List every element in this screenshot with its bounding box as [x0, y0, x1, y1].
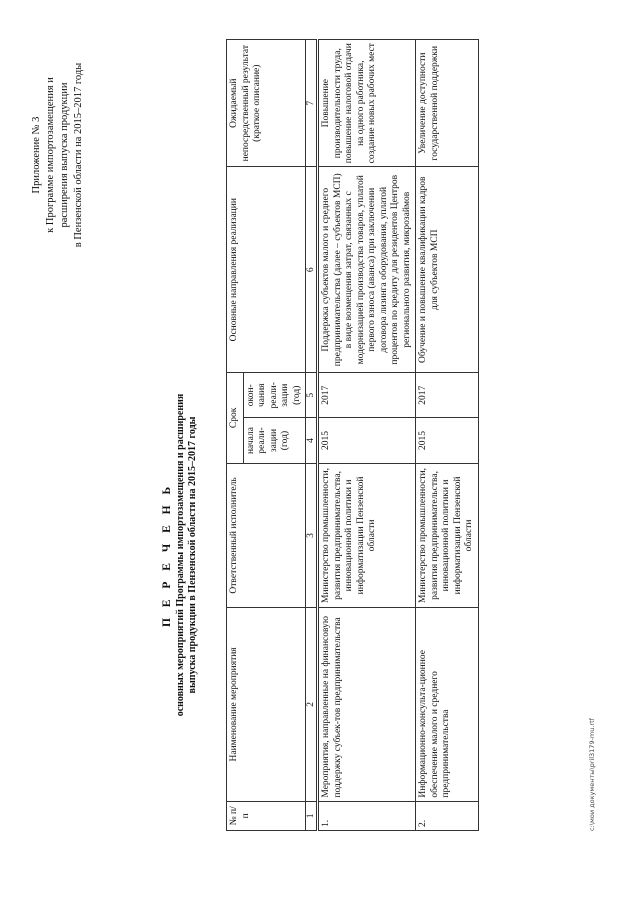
column-number: 5 — [306, 373, 318, 418]
header-row — [227, 40, 244, 831]
table-row — [416, 40, 479, 831]
title-main: П Е Р Е Ч Е Н Ь — [161, 482, 173, 628]
cell-directions: Обучение и повышение квалификации кадров для субъектов МСП — [416, 167, 479, 373]
column-number: 2 — [306, 608, 318, 801]
title-sub-2: выпуска продукции в Пензенской области на 2015–2017 годы — [187, 416, 198, 694]
cell-start: 2015 — [318, 418, 416, 463]
column-number: 4 — [306, 418, 318, 463]
appendix-line: расширения выпуска продукции — [59, 82, 70, 228]
cell-name: Мероприятия, направленные на финансовую поддержку субъек-тов предпринимательства — [318, 608, 416, 801]
cell-start: 2015 — [416, 418, 479, 463]
header-term-end: окон-чания реали-зации (год) — [243, 373, 306, 418]
document-title — [160, 275, 199, 835]
cell-result: Повышение производительности труда, повышение налоговой отдачи на одного работника, создание новых рабочих мест — [318, 40, 416, 167]
header-executor: Ответственный исполнитель — [227, 463, 306, 607]
cell-end: 2017 — [318, 373, 416, 418]
measures-table — [226, 39, 479, 831]
cell-num: 2. — [416, 801, 479, 830]
cell-executor: Министерство промышленности, развития предпринимательства, инновационной политики и информатизации Пензенской области — [318, 463, 416, 607]
cell-num: 1. — [318, 801, 416, 830]
title-sub-1: основных мероприятий Программы импортозамещения и расширения — [175, 393, 186, 717]
header-num: № п/п — [227, 801, 306, 830]
file-path-footer: c:\мои документы\pril3179-mu.rtf — [588, 718, 596, 831]
column-number: 6 — [306, 167, 318, 373]
cell-executor: Министерство промышленности, развития предпринимательства, инновационной политики и информатизации Пензенской области — [416, 463, 479, 607]
header-name: Наименование мероприятия — [227, 608, 306, 801]
table-row — [318, 40, 416, 831]
cell-directions: Поддержка субъектов малого и среднего предпринимательства (далее – субъектов МСП) в виде возмещения затрат, связанных с модернизацией производства товаров, уплатой первого взноса (аванса) при заключении договора лизинга оборудования, уплатой процентов по кредиту для резидентов Центров регионального развития, микрозаймов — [318, 167, 416, 373]
cell-result: Увеличение доступности государственной поддержки — [416, 40, 479, 167]
cell-end: 2017 — [416, 373, 479, 418]
appendix-line: в Пензенской области на 2015–2017 годы — [73, 62, 84, 248]
cell-name: Информационно-консульта-ционное обеспечение малого и среднего предпринимательства — [416, 608, 479, 801]
appendix-line: к Программе импортозамещения и — [45, 77, 56, 233]
appendix-note — [30, 25, 86, 285]
header-term: Срок — [227, 373, 244, 464]
appendix-line: Приложение № 3 — [31, 116, 42, 194]
header-result: Ожидаемый непосредственный результат (краткое описание) — [227, 40, 306, 167]
column-number: 7 — [306, 40, 318, 167]
header-directions: Основные направления реализации — [227, 167, 306, 373]
column-number: 1 — [306, 801, 318, 830]
column-number: 3 — [306, 463, 318, 607]
header-term-start: начала реали-зации (год) — [243, 418, 306, 463]
column-numbers-row — [306, 40, 318, 831]
